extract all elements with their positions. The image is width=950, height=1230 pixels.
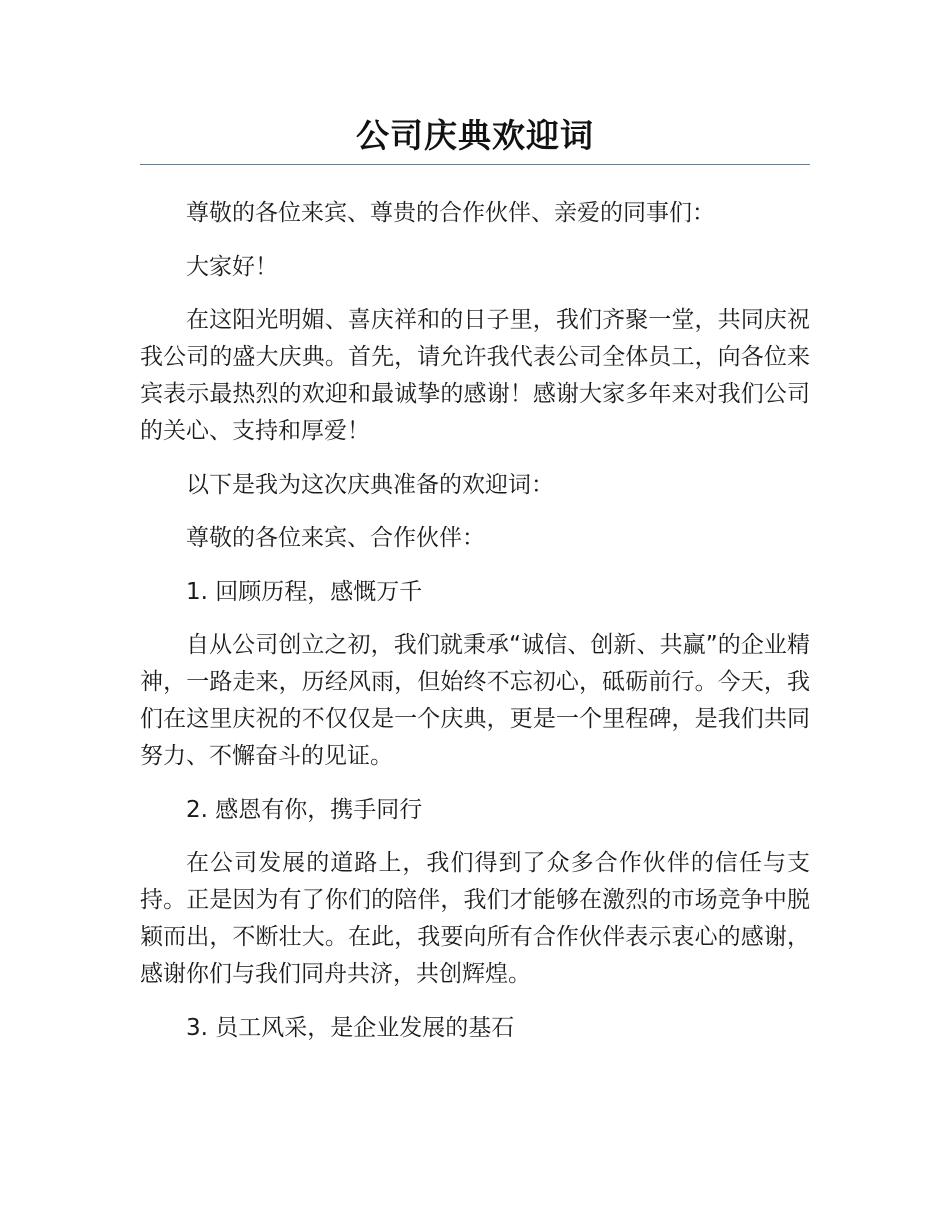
document-page — [140, 0, 810, 1063]
salutation: 大家好！ — [186, 253, 278, 280]
section-paragraph-1: 自从公司创立之初，我们就秉承“诚信、创新、共赢”的企业精神，一路走来，历经风雨，但始终不忘初心，砥砺前行。今天，我们在这里庆祝的不仅仅是一个庆典，更是一个里程碑，是我们共同努力、不懈奋斗的见证。 — [140, 632, 810, 769]
document-body — [140, 195, 810, 1047]
page-title: 公司庆典欢迎词 — [356, 116, 594, 155]
section-heading-2: 2. 感恩有你，携手同行 — [186, 796, 423, 823]
opening-paragraph: 在这阳光明媚、喜庆祥和的日子里，我们齐聚一堂，共同庆祝我公司的盛大庆典。首先，请允许我代表公司全体员工，向各位来宾表示最热烈的欢迎和最诚挚的感谢！感谢大家多年来对我们公司的关心、支持和厚爱！ — [140, 307, 810, 444]
greeting-line: 尊敬的各位来宾、尊贵的合作伙伴、亲爱的同事们： — [186, 200, 715, 226]
speech-greeting: 尊敬的各位来宾、合作伙伴： — [186, 525, 485, 551]
section-heading-1: 1. 回顾历程，感慨万千 — [186, 578, 423, 605]
title-divider — [140, 164, 810, 165]
section-paragraph-2: 在公司发展的道路上，我们得到了众多合作伙伴的信任与支持。正是因为有了你们的陪伴，我们才能够在激烈的市场竞争中脱颖而出，不断壮大。在此，我要向所有合作伙伴表示衷心的感谢，感谢你们与我们同舟共济，共创辉煌。 — [140, 850, 810, 987]
section-heading-3: 3. 员工风采，是企业发展的基石 — [186, 1014, 515, 1041]
intro-line: 以下是我为这次庆典准备的欢迎词： — [186, 471, 554, 498]
